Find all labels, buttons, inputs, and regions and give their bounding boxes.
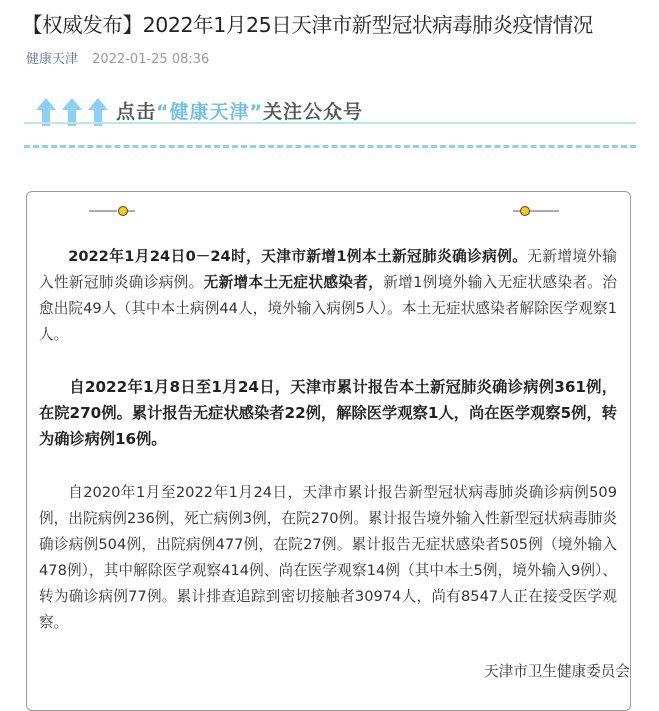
daily-new-cases-bold: 2022年1月24日0－24时，天津市新增1例本土新冠肺炎确诊病例。 — [68, 248, 528, 265]
daily-imported-text: 无新增境外输入性新冠肺炎确诊病例。 — [39, 248, 617, 291]
follow-banner[interactable] — [24, 90, 636, 160]
signature: 天津市卫生健康委员会 — [484, 663, 630, 680]
daily-recovery-text: 新增1例境外输入无症状感染者。治愈出院49人（其中本土病例44人，境外输入病例5人）。本土无症状感染者解除医学观察1人。 — [39, 274, 617, 343]
author-link[interactable]: 健康天津 — [26, 52, 79, 67]
dot-line-ornament-right — [513, 204, 559, 218]
article-title: 【权威发布】2022年1月25日天津市新型冠状病毒肺炎疫情情况 — [22, 13, 593, 37]
publish-date: 2022-01-25 08:36 — [92, 52, 210, 67]
daily-summary-paragraph — [39, 244, 617, 348]
content-card — [26, 191, 631, 711]
up-arrows-icon — [34, 94, 114, 130]
follow-prompt — [116, 97, 363, 124]
follow-prompt-suffix: 关注公众号 — [263, 101, 364, 123]
cumulative-total-paragraph: 自2020年1月至2022年1月24日，天津市累计报告新型冠状病毒肺炎确诊病例509例，出院病例236例，死亡病例3例，在院270例。累计报告境外输入性新型冠状病毒肺炎确诊病例504例，出院病例477例，在院27例。累计报告无症状感染者505例（境外输入478例），其中解除医学观察414例、尚在医学观察14例（其中本土5例，境外输入9例）、转为确诊病例77例。累计排查追踪到密切接触者30974人，尚有8547人正在接受医学观察。 — [39, 484, 617, 631]
follow-prompt-prefix: 点击 — [116, 101, 157, 123]
account-name-highlight: “健康天津” — [156, 101, 263, 123]
banner-divider — [24, 122, 636, 124]
article-meta — [26, 48, 209, 67]
daily-asymptomatic-bold: 无新增本土无症状感染者， — [203, 274, 384, 291]
banner-dashed-divider — [24, 145, 636, 148]
cumulative-local-paragraph: 自2022年1月8日至1月24日，天津市累计报告本土新冠肺炎确诊病例361例，在院270例。累计报告无症状感染者22例，解除医学观察1人，尚在医学观察5例，转为确诊病例16例。 — [39, 378, 617, 448]
dot-line-ornament-left — [89, 204, 135, 218]
